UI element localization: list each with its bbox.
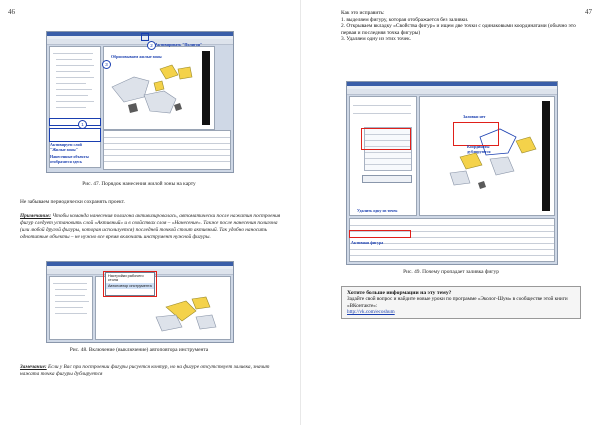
how-to-fix-step-2: 2. Открываем вкладку «Свойства фигур» и ищем две точки с одинаковыми координатами (обычно это первая и последняя точка фигуры) [341, 23, 576, 36]
vk-community-link[interactable]: http://vk.com/ecoshum [347, 309, 395, 316]
note-1 [20, 213, 286, 241]
more-info-box [341, 286, 581, 319]
figure-47-caption: Рис. 47. Порядок нанесения жилой зоны на карту [82, 181, 196, 187]
map-shapes [104, 47, 214, 129]
note-1-text: Чтобы команда нанесения полигона активизировалась, автоматически после нажатия построения фигур следует установить слой «Активный» и в свойствах слоя – «Нанесение». Также после нанесения полигона (или любой другой фигуры, которая используется) последней точкой стоит активный. Так удобно наносить однотипные объекты – не нужно все время включать инструмент нужной фигуры. [20, 213, 281, 240]
callout-no-fill: Заливки нет [463, 114, 486, 119]
figure-49-screenshot [346, 81, 558, 265]
figure-48-caption: Рис. 48. Включение (выключение) автоповтора инструмента [69, 347, 209, 353]
callout-draw-zones: Обрисовываем жилые зоны [111, 54, 162, 59]
properties-panel [349, 96, 417, 216]
delete-point-button[interactable] [362, 175, 412, 183]
note-1-label: Примечание: [20, 213, 52, 219]
note-2 [20, 364, 286, 378]
how-to-fix-step-1: 1. выделяем фигуру, которая отображается без заливки. [341, 16, 469, 23]
how-to-fix [341, 10, 581, 43]
callout-duplicate-coords: Координаты дублируются [467, 144, 491, 154]
more-info-text: Задайте свой вопрос и найдите новые уроки по программе «Эколог-Шум» в сообществе этой книги «ВКонтакте»: [347, 296, 568, 309]
right-page [301, 0, 600, 425]
how-to-fix-title: Как это исправить: [341, 10, 385, 16]
layer-tree [49, 276, 93, 340]
figure-48-screenshot [46, 261, 234, 343]
page-number: 47 [585, 8, 592, 16]
how-to-fix-step-3: 3. Удаляем одну из этих точек. [341, 36, 412, 43]
figure-49-caption: Рис. 49. Почему пропадает заливка фигур [403, 269, 499, 275]
callout-objects-shown: Нанесенные объекты отобразятся здесь [50, 154, 89, 164]
callout-activate-polygon: Активировать "Полигон" [155, 42, 203, 47]
note-2-text: Если у Вас при построении фигуры рисуется контур, но на фигуре отсутствует заливка, значит нажата точка фигуры дублируется [20, 364, 270, 377]
figure-47-screenshot: 2 3 1 Активировать "Полигон" Обрисовываем жилые зоны Активируем слой "Жилые зоны" Нанесенные объекты отобразятся здесь [46, 31, 234, 173]
map-shapes [420, 97, 554, 215]
callout-active-figure: Активная фигура [351, 240, 384, 245]
menu-item-auto-repeat[interactable]: Автоповтор инструмента [106, 283, 154, 289]
more-info-title: Хотите больше информации на эту тему? [347, 290, 452, 296]
menu-item-desktop-settings[interactable]: Настройки рабочего стола [108, 274, 144, 282]
callout-activate-layer: Активируем слой "Жилые зоны" [50, 142, 82, 152]
callout-delete-point: Удалить одну из точек [357, 208, 398, 213]
note-2-label: Замечание: [20, 364, 47, 370]
save-reminder: Не забываем периодически сохранять проект. [20, 199, 125, 205]
map-canvas[interactable] [419, 96, 555, 216]
page-number: 46 [8, 8, 15, 16]
objects-table [103, 130, 231, 170]
